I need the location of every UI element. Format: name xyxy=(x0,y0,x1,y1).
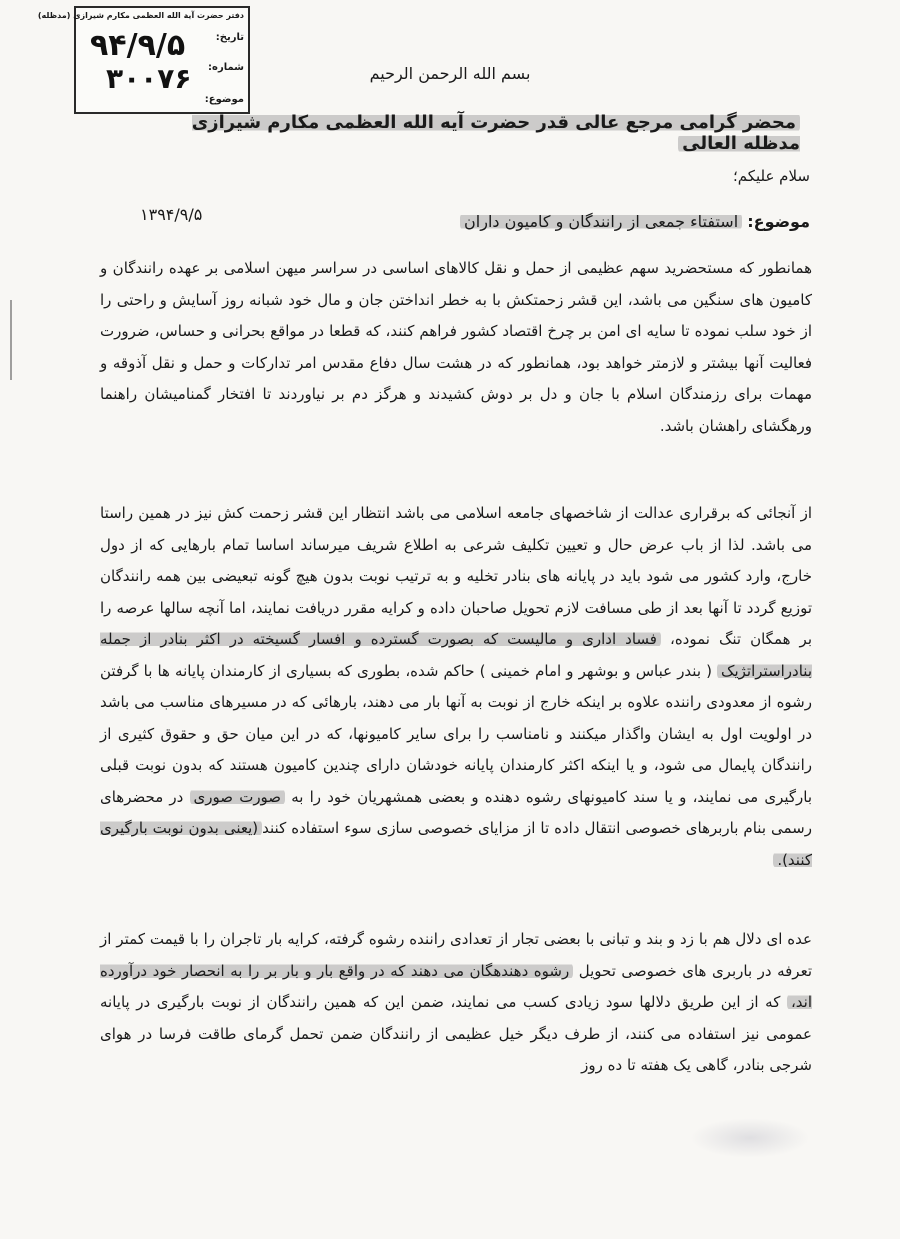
paragraph-3-highlight-1: رشوه دهندهگان می دهند که در واقع بار و بار بر را به انحصار خود درآورده اند، xyxy=(100,961,812,1011)
paragraph-3 xyxy=(100,924,812,1082)
letter-date: ۱۳۹۴/۹/۵ xyxy=(140,205,203,224)
stamp-date-value: ۹۴/۹/۵ xyxy=(90,28,186,63)
addressee xyxy=(160,112,800,154)
paragraph-1: همانطور که مستحضرید سهم عظیمی از حمل و نقل کالاهای اساسی در سراسر میهن اسلامی بر عهده رانندگان و کامیون های سنگین می باشد، این قشر زحمتکش با به خطر انداختن جان و مال خود شبانه روز آسایش و راحتی را از خود سلب نموده تا سایه ای امن بر چرخ اقتصاد کشور فراهم کنند، که قطعا در مواقع بحرانی و حساس، ضرورت فعالیت آنها بیشتر و لازمتر خواهد بود، همانطور که در هشت سال دفاع مقدس امر تدارکات و حمل و نقل آذوقه و مهمات برای رزمندگان اسلام با جان و دل بر دوش کشیدند و هرگز دم بر نیاوردند تا افتخار گمنامیشان راهنما ورهگشای راهشان باشد. xyxy=(100,259,812,435)
basmala: بسم الله الرحمن الرحیم xyxy=(369,64,531,83)
subject-label: موضوع: xyxy=(747,212,810,231)
paragraph-2-part-c: در محضرهای رسمی بنام باربرهای خصوصی انتقال داده تا از مزایای خصوصی سازی سوء استفاده کنند xyxy=(100,787,812,837)
paragraph-2-highlight-2: صورت صوری xyxy=(190,788,286,806)
subject-line xyxy=(460,212,810,231)
stamp-number-label: شماره: xyxy=(208,62,244,73)
paper-smudge xyxy=(690,1118,810,1158)
addressee-text: محضر گرامی مرجع عالی قدر حضرت آیه الله العظمی مکارم شیرازی مدظله العالی xyxy=(191,112,800,154)
paragraph-2-highlight-1: فساد اداری و مالیست که بصورت گسترده و افسار گسیخته در اکثر بنادر از جمله بنادراستراتژیک xyxy=(100,630,812,680)
paragraph-2-highlight-3: (یعنی بدون نوبت بارگیری کنند). xyxy=(100,819,812,869)
paragraph-2-part-a: از آنجائی که برقراری عدالت از شاخصهای جامعه اسلامی می باشد انتظار این قشر زحمت کش نیز در همین راستا می باشد. لذا از باب عرض حال و تعیین تکلیف شرعی به اطلاع شریف میرساند اساسا تمام بارهایی که از دول خارج، وارد کشور می شود باید در پایانه های بنادر تخلیه و به ترتیب نوبت بدون هیچ گونه تبعیضی بین همه رانندگان توزیع گردد تا آنها بعد از طی مسافت لازم تحویل صاحبان داده و کرایه مقرر دریافت نمایند، اما آنچه سالها عرصه را بر همگان تنگ نموده، xyxy=(100,504,813,648)
paragraph-3-part-a: عده ای دلال هم با زد و بند و تبانی با بعضی تجار از تعدادی راننده رشوه گرفته، کرایه بار تاجران را با قیمت کمتر از تعرفه در باربری های خصوصی تحویل xyxy=(100,930,812,980)
paragraph-3-part-b: که از این طریق دلالها سود زیادی کسب می نمایند، ضمن این که همین رانندگان از نوبت بارگیری در پایانه عمومی نیز استفاده می کنند، از طرف دیگر خیل عظیمی از رانندگان ضمن تحمل گرمای طاقت فرسا در هوای شرجی بنادر، گاهی یک هفته تا ده روز xyxy=(100,993,812,1074)
subject-text: استفتاء جمعی از رانندگان و کامیون داران xyxy=(460,212,742,231)
stamp-date-label: تاریخ: xyxy=(215,32,244,43)
office-stamp xyxy=(37,6,250,114)
margin-mark xyxy=(10,300,12,380)
salutation: سلام علیکم؛ xyxy=(732,167,810,185)
stamp-subject-label: موضوع: xyxy=(204,94,244,105)
paragraph-2-part-b: ( بندر عباس و بوشهر و امام خمینی ) حاکم شده، بطوری که بسیاری از کارمندان پایانه ها با گرفتن رشوه از معدودی راننده علاوه بر اینکه خارج از نوبت به آنها بار می دهند، بارهائی که در مسیرهای مناسب می باشد در اولویت اول به ایشان واگذار میکنند و نامناسب را برای سایر کامیونها، که در این میان حق و حقوق کثیری از رانندگان پایمال می شود، و یا اینکه اکثر کارمندان پایانه خودشان دارای چندین کامیون هستند که بدون نوبت قبلی بارگیری می نمایند، و یا سند کامیونهای رشوه دهنده و بعضی همشهریان خود را به xyxy=(100,661,812,806)
paragraph-2 xyxy=(100,498,812,876)
stamp-header: دفتر حضرت آیة الله العظمی مکارم شیرازی (مدظله) xyxy=(37,11,244,20)
stamp-number-value: ۳۰۰۷۶ xyxy=(106,62,192,95)
